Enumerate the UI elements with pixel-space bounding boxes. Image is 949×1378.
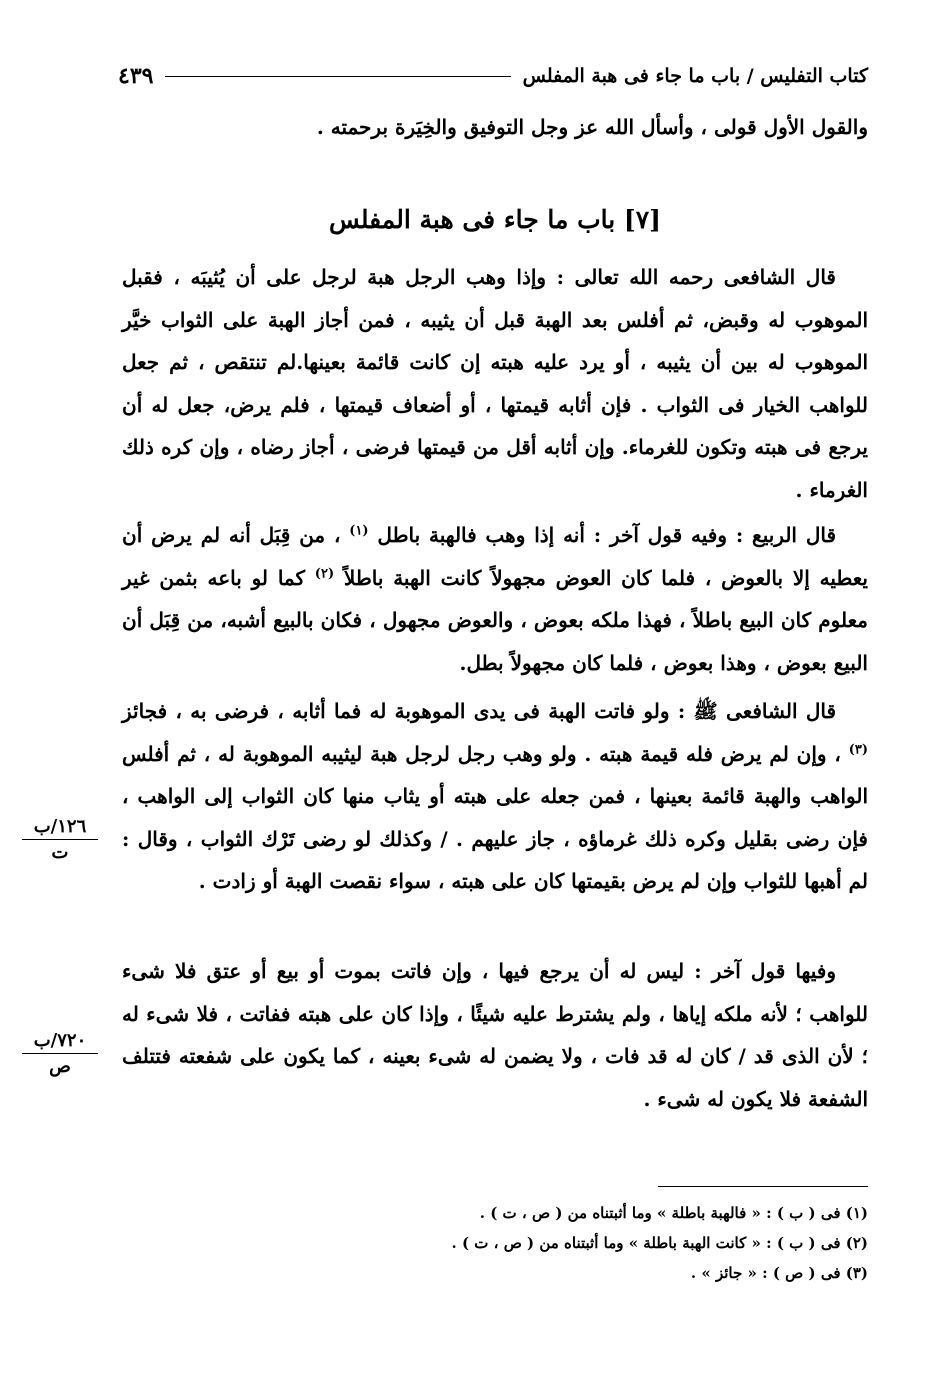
page-number: ٤٣٩	[118, 63, 154, 89]
paragraph-text: ، وإن لم يرض فله قيمة هبته . ولو وهب رجل لرجل هبة ليثيبه الموهوبة له ، ثم أفلس الواهب والهبة قائمة بعينها ، فمن جعله على هبته أو يثاب منها كان الثواب إلى الواهب ، فإن رضى بقليل وكره ذلك غرماؤه ، جاز عليهم . / وكذلك لو رضى تَرْك الثواب ، وقال : لم أهبها للثواب وإن لم يرض بقيمتها كان على هبته ، سواء نقصت الهبة أو زادت .	[122, 741, 868, 893]
paragraph-lead: قال الشافعى	[723, 265, 836, 289]
footnote-ref-1[interactable]: (١)	[349, 523, 369, 539]
paragraph-text: وفيها قول آخر : ليس له أن يرجع فيها ، وإن فاتت بموت أو بيع أو عتق فلا شىء للواهب ؛ لأنه ملكه إياها ، ولم يشترط عليه شيئًا ، وإذا كان على هبته ففاتت ، فلا شىء له ؛ لأن الذى قد / كان له قد فات ، ولا يضمن له شىء بعينه ، كما يكون على شفعته فتتلف الشفعة فلا يكون له شىء .	[122, 959, 868, 1111]
footnotes	[300, 1198, 868, 1288]
footnote-3: (٣) فى ( ص ) : « جائز » .	[690, 1264, 868, 1282]
paragraph-1	[122, 256, 868, 511]
paragraph-3	[122, 690, 868, 903]
paragraph-text: كما لو باعه بثمن غير معلوم كان البيع باطلاً ، فهذا ملكه بعوض ، والعوض مجهول ، فكان بالبيع أشبه، من قِبَل أن البيع بعوض ، وهذا بعوض ، فلما كان مجهولاً بطل.	[122, 565, 868, 675]
margin-note-folio: ١٢٦/ب	[22, 816, 98, 840]
running-header	[118, 58, 868, 94]
margin-note-siglum: ص	[49, 1056, 71, 1077]
honorific-glyph: ﷺ	[693, 699, 718, 723]
chapter-title: [٧] باب ما جاء فى هبة المفلس	[328, 205, 661, 234]
paragraph-lead: قال الشافعى	[726, 699, 836, 723]
paragraph-text: ، من قِبَل أنه لم يرض أن يعطيه إلا بالعوض ، فلما كان العوض مجهولاً كانت الهبة باطلاً	[122, 523, 868, 590]
header-rule	[165, 76, 510, 77]
footnote-ref-2[interactable]: (٢)	[314, 565, 335, 581]
footnote-1: (١) فى ( ب ) : « فالهبة باطلة » وما أثبتناه من ( ص ، ت ) .	[479, 1204, 868, 1222]
paragraph-text: : ولو فاتت الهبة فى يدى الموهوبة له فما أثابه ، فرضى به ، فجائز	[122, 699, 686, 723]
paragraph-text: رحمه الله تعالى : وإذا وهب الرجل هبة لرجل على أن يُثيبَه ، فقبل الموهوب له وقبض، ثم أفلس بعد الهبة قبل أن يثيبه ، فمن أجاز الهبة على الثواب خيَّر الموهوب له بين أن يثيبه ، أو يرد عليه هبته إن كانت قائمة بعينها.لم تنتقص ، ثم جعل للواهب الخيار فى الثواب . فإن أثابه قيمتها ، أو أضعاف قيمتها ، فلم يرض، جعل له أن يرجع فى هبته وتكون للغرماء. وإن أثابه أقل من قيمتها فرضى ، أجاز رضاه ، وإن كره ذلك الغرماء .	[122, 265, 869, 502]
closing-line: والقول الأول قولى ، وأسأل الله عز وجل التوفيق والخِيَرة برحمته .	[316, 115, 868, 139]
margin-note-siglum: ت	[51, 842, 69, 863]
footnote-2: (٢) فى ( ب ) : « كانت الهبة باطلة » وما أثبتناه من ( ص ، ت ) .	[451, 1234, 868, 1252]
margin-note-manuscript-t	[22, 816, 98, 863]
footnote-separator	[658, 1186, 868, 1187]
paragraph-2	[122, 514, 868, 684]
margin-note-manuscript-s	[22, 1030, 98, 1077]
margin-note-folio: ٧٢٠/ب	[22, 1030, 98, 1054]
paragraph-4	[122, 950, 868, 1120]
footnote-ref-3[interactable]: (٣)	[848, 741, 868, 757]
paragraph-text: قال الربيع : وفيه قول آخر : أنه إذا وهب فالهبة باطل	[377, 523, 837, 547]
header-title: كتاب التفليس / باب ما جاء فى هبة المفلس	[522, 65, 868, 87]
